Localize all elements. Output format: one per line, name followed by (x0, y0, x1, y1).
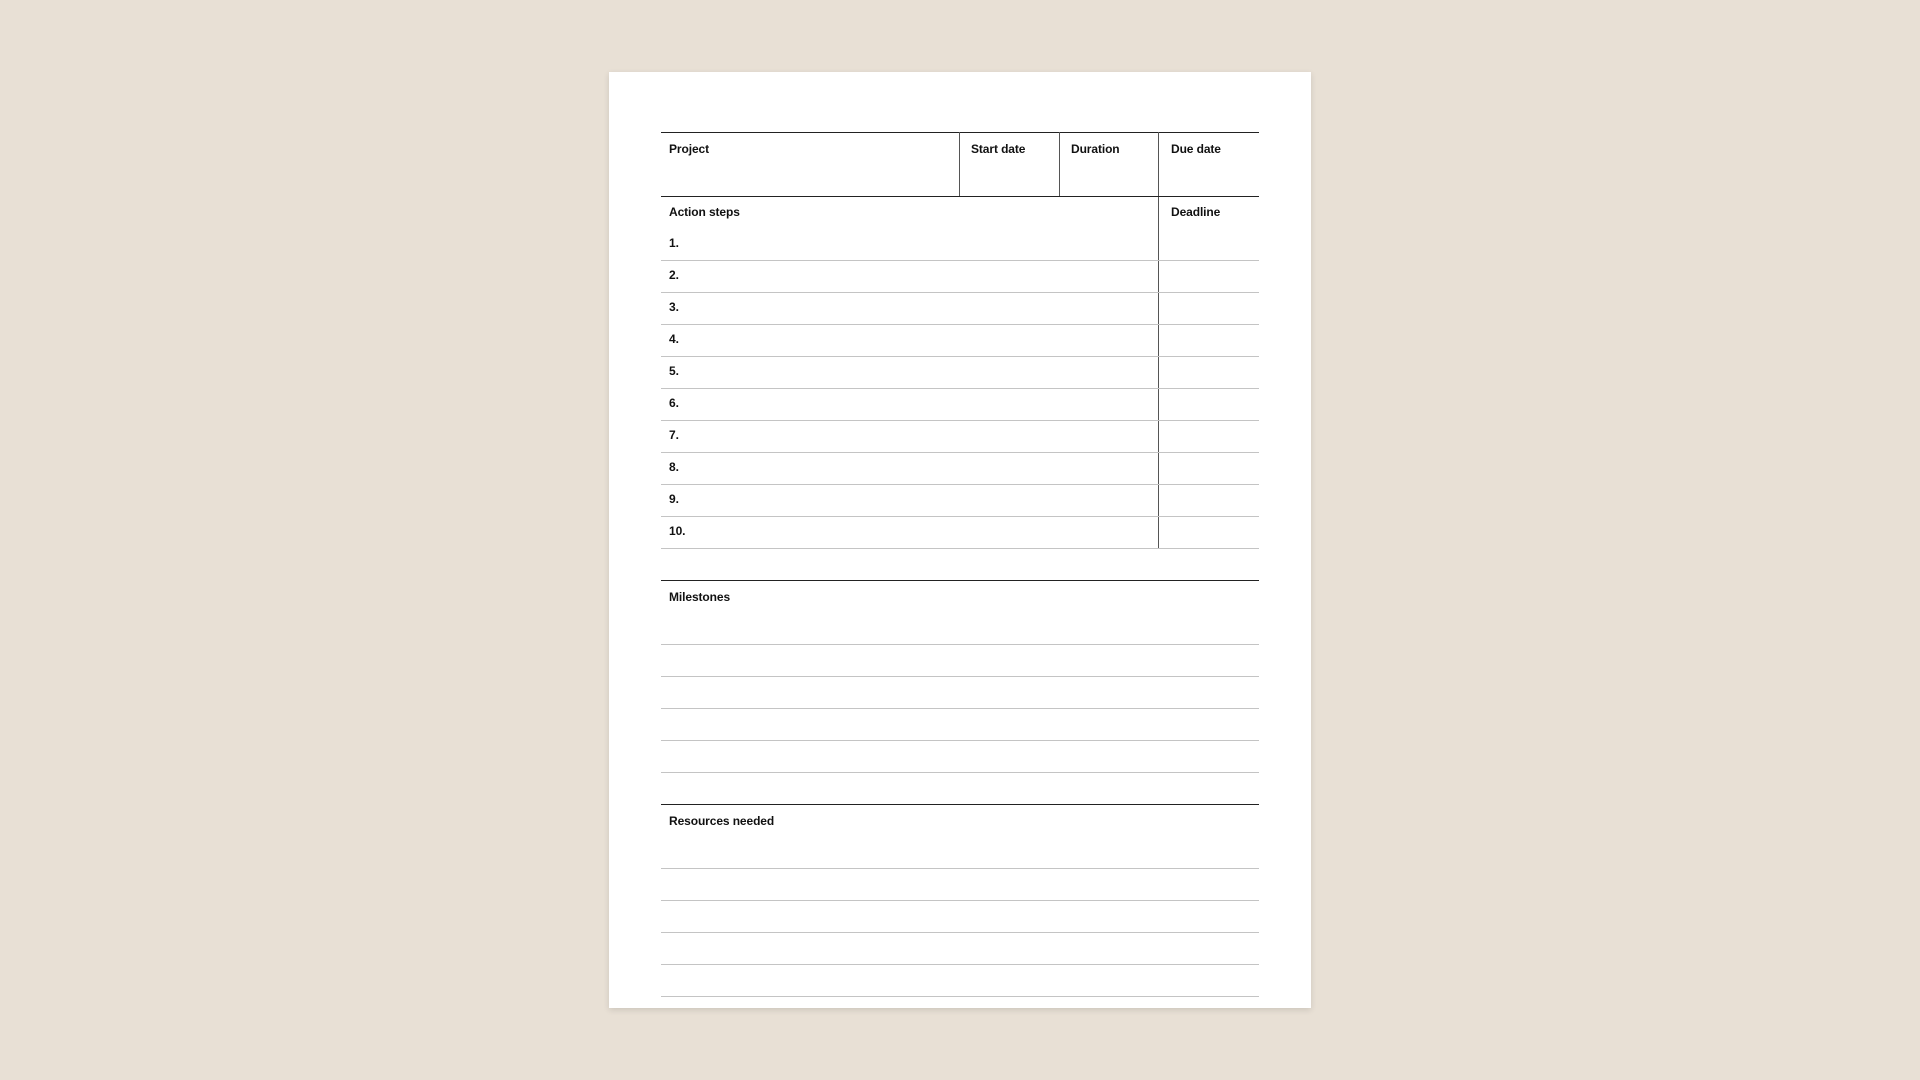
resources-top-rule (661, 804, 1259, 805)
project-label: Project (669, 142, 709, 156)
action-step-row-line (661, 388, 1259, 389)
action-step-row-line (661, 260, 1259, 261)
action-step-row-line (661, 292, 1259, 293)
action-step-row-line (661, 516, 1259, 517)
milestones-top-rule (661, 580, 1259, 581)
milestones-label: Milestones (669, 590, 731, 604)
column-divider (959, 132, 960, 196)
resources-label: Resources needed (669, 814, 775, 828)
milestone-line[interactable] (661, 740, 1259, 741)
milestone-line[interactable] (661, 772, 1259, 773)
action-step-row-line (661, 420, 1259, 421)
resource-line[interactable] (661, 964, 1259, 965)
action-step-row-line (661, 324, 1259, 325)
resource-line[interactable] (661, 868, 1259, 869)
milestone-line[interactable] (661, 708, 1259, 709)
header-top-rule (661, 132, 1259, 133)
column-divider (1059, 132, 1060, 196)
action-step-number: 5. (669, 364, 679, 378)
action-step-number: 6. (669, 396, 679, 410)
resource-line[interactable] (661, 932, 1259, 933)
action-steps-label: Action steps (669, 205, 740, 219)
action-step-row-line (661, 548, 1259, 549)
action-step-number: 8. (669, 460, 679, 474)
deadline-label: Deadline (1171, 205, 1221, 219)
milestone-line[interactable] (661, 644, 1259, 645)
action-step-number: 4. (669, 332, 679, 346)
header-bottom-rule (661, 196, 1259, 197)
resource-line[interactable] (661, 900, 1259, 901)
action-step-row-line (661, 452, 1259, 453)
action-step-row-line (661, 484, 1259, 485)
action-step-number: 2. (669, 268, 679, 282)
action-step-number: 10. (669, 524, 686, 538)
due-date-label: Due date (1171, 142, 1221, 156)
action-step-number: 3. (669, 300, 679, 314)
resource-line[interactable] (661, 996, 1259, 997)
deadline-column-divider (1158, 132, 1159, 548)
action-step-row-line (661, 356, 1259, 357)
action-step-number: 7. (669, 428, 679, 442)
action-step-number: 1. (669, 236, 679, 250)
start-date-label: Start date (971, 142, 1026, 156)
duration-label: Duration (1071, 142, 1120, 156)
planner-page (609, 72, 1311, 1008)
action-step-number: 9. (669, 492, 679, 506)
milestone-line[interactable] (661, 676, 1259, 677)
